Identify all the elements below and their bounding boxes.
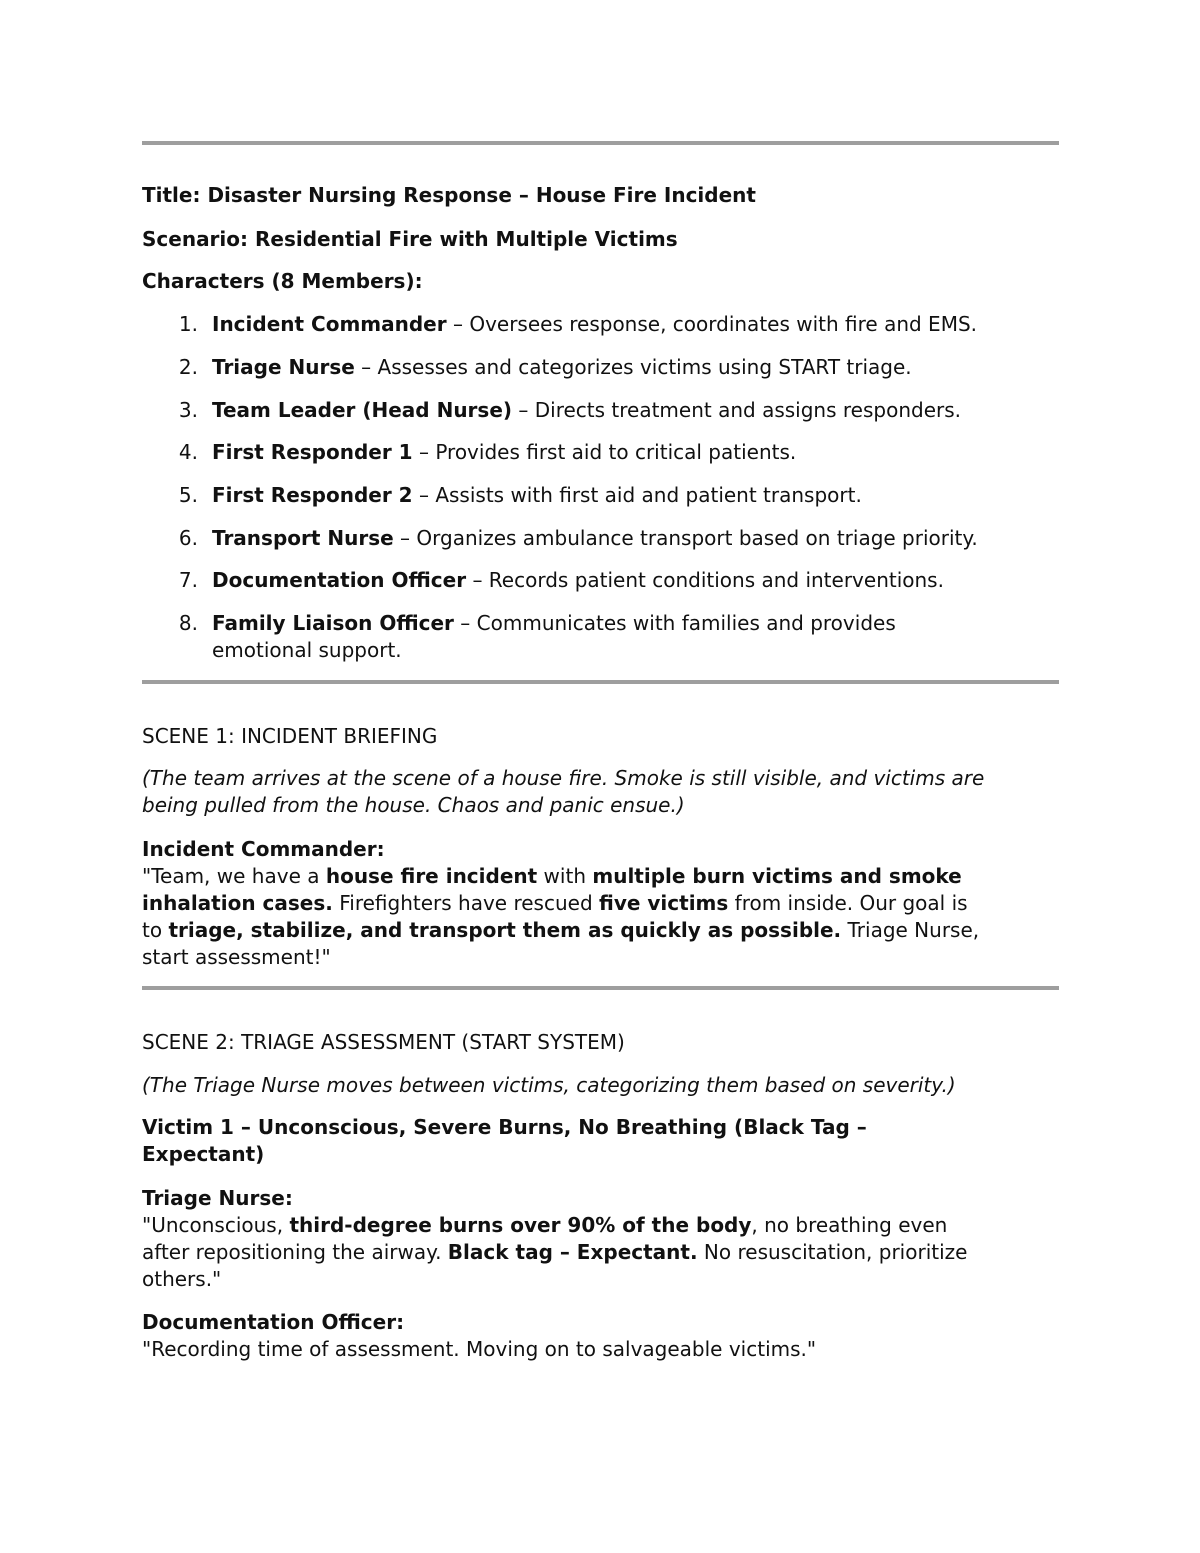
scene1-stage-direction (142, 765, 984, 819)
triage-nurse-dialogue (142, 1212, 967, 1293)
speaker-label: Incident Commander: (142, 837, 385, 861)
role-name: Documentation Officer (212, 568, 467, 592)
role-name: First Responder 2 (212, 483, 413, 507)
horizontal-rule (142, 986, 1059, 990)
role-name: First Responder 1 (212, 440, 413, 464)
list-number: 2. (178, 355, 198, 379)
scenario-line: Scenario: Residential Fire with Multiple Victims (142, 227, 678, 251)
dialogue-line (142, 890, 979, 917)
dialogue-line (142, 863, 979, 890)
speaker-label: Triage Nurse: (142, 1186, 293, 1210)
dialogue-text: , no breathing even (751, 1213, 948, 1237)
dialogue-text: "Unconscious, (142, 1213, 290, 1237)
dialogue-emphasis: Black tag – Expectant. (447, 1240, 698, 1264)
horizontal-rule (142, 141, 1059, 145)
dialogue-text: "Team, we have a (142, 864, 326, 888)
list-number: 5. (178, 483, 198, 507)
dialogue-line (142, 1239, 967, 1266)
list-number: 3. (178, 398, 198, 422)
list-item (142, 610, 1059, 664)
victim-heading-line: Victim 1 – Unconscious, Severe Burns, No Breathing (Black Tag – (142, 1115, 867, 1139)
role-name: Incident Commander (212, 312, 447, 336)
role-description: – Communicates with families and provides (453, 611, 896, 635)
dialogue-line: start assessment!" (142, 945, 331, 969)
dialogue-emphasis: house fire incident (325, 864, 538, 888)
dialogue-text: Firefighters have rescued (332, 891, 599, 915)
list-number: 8. (178, 611, 198, 635)
dialogue-emphasis: multiple burn victims and smoke (592, 864, 962, 888)
dialogue-text: Triage Nurse, (841, 918, 980, 942)
list-item (142, 397, 1059, 424)
dialogue-line: others." (142, 1267, 222, 1291)
dialogue-text: to (142, 918, 169, 942)
stage-direction-line: being pulled from the house. Chaos and panic ensue.) (142, 793, 685, 817)
role-description: – Provides first aid to critical patients. (412, 440, 797, 464)
dialogue-text: No resuscitation, prioritize (697, 1240, 968, 1264)
list-number: 7. (178, 568, 198, 592)
stage-direction-line: (The team arrives at the scene of a house fire. Smoke is still visible, and victims are (142, 766, 985, 790)
list-item (142, 311, 1059, 338)
list-number: 4. (178, 440, 198, 464)
role-description: – Organizes ambulance transport based on triage priority. (393, 526, 978, 550)
role-description: – Records patient conditions and interventions. (466, 568, 944, 592)
victim-heading-line: Expectant) (142, 1142, 265, 1166)
dialogue-text: with (537, 864, 593, 888)
role-name: Family Liaison Officer (212, 611, 454, 635)
role-description: – Assesses and categorizes victims using START triage. (354, 355, 912, 379)
list-item (142, 567, 1059, 594)
dialogue-text: from inside. Our goal is (728, 891, 968, 915)
role-name: Team Leader (Head Nurse) (212, 398, 513, 422)
role-description: – Assists with first aid and patient transport. (412, 483, 862, 507)
dialogue-emphasis: triage, stabilize, and transport them as quickly as possible. (168, 918, 842, 942)
scene2-stage-direction: (The Triage Nurse moves between victims, categorizing them based on severity.) (142, 1073, 956, 1097)
role-name: Triage Nurse (212, 355, 355, 379)
scene1-dialogue (142, 863, 979, 971)
role-name: Transport Nurse (212, 526, 394, 550)
speaker-label: Documentation Officer: (142, 1310, 405, 1334)
role-description: – Oversees response, coordinates with fire and EMS. (446, 312, 977, 336)
dialogue-emphasis: five victims (599, 891, 729, 915)
horizontal-rule (142, 680, 1059, 684)
list-number: 1. (178, 312, 198, 336)
scene1-heading: SCENE 1: INCIDENT BRIEFING (142, 724, 438, 748)
dialogue-text: after repositioning the airway. (142, 1240, 448, 1264)
characters-heading: Characters (8 Members): (142, 269, 423, 293)
dialogue-line (142, 1212, 967, 1239)
victim-heading (142, 1114, 867, 1168)
dialogue-line (142, 917, 979, 944)
document-title: Title: Disaster Nursing Response – House Fire Incident (142, 183, 756, 207)
list-item (142, 439, 1059, 466)
role-description-continued: emotional support. (212, 638, 402, 662)
list-item (142, 354, 1059, 381)
list-item (142, 525, 1059, 552)
list-item (142, 482, 1059, 509)
role-description: – Directs treatment and assigns responders. (512, 398, 961, 422)
dialogue-emphasis: third-degree burns over 90% of the body (289, 1213, 752, 1237)
list-number: 6. (178, 526, 198, 550)
scene2-heading: SCENE 2: TRIAGE ASSESSMENT (START SYSTEM) (142, 1030, 625, 1054)
dialogue-emphasis: inhalation cases. (142, 891, 333, 915)
documentation-dialogue: "Recording time of assessment. Moving on to salvageable victims." (142, 1337, 817, 1361)
